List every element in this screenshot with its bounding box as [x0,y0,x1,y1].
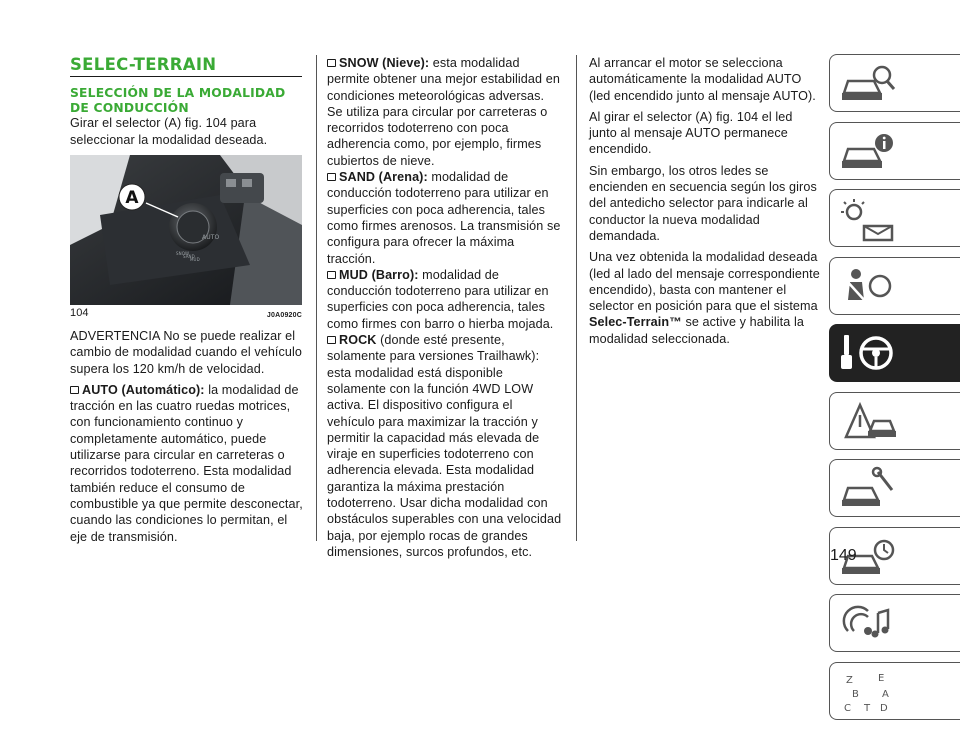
bullet-icon [327,173,336,181]
subsection-title: SELECCIÓN DE LA MODALIDAD DE CONDUCCIÓN [70,86,286,115]
bullet-icon [70,386,79,394]
tab-maintenance[interactable] [829,459,960,517]
mud-paragraph [327,267,563,332]
title-rule [70,76,302,77]
column-2 [327,55,563,560]
figure-104-photo [70,155,302,305]
mud-label: MUD (Barro): [339,267,419,282]
tab-index[interactable] [829,662,960,720]
index-letter-t: T [864,702,871,714]
mud-text: modalidad de conducción todoterreno para utilizar en superficies con poca adherencia, tales como firmes con barro o hierba mojada. [327,267,554,331]
snow-text: esta modalidad permite obtener una mejor estabilidad en condiciones meteorológicas adversas. Se utiliza para circular por carreteras o recorridos todoterreno con poca adherencia como, por ejemplo, firmes cubiertos de nieve. [327,56,560,168]
snow-label: SNOW (Nieve): [339,56,430,70]
bullet-icon [327,336,336,344]
callout-a: A [125,187,139,208]
figure-caption [70,306,302,323]
warning-paragraph: ADVERTENCIA No se puede realizar el cambio de modalidad cuando el vehículo supera los 120 km/h de velocidad. [70,328,303,376]
steering-wheel-key-icon [838,331,898,377]
paragraph-auto-start: Al arrancar el motor se selecciona automáticamente la modalidad AUTO (led encendido junto al mensaje AUTO). [589,56,816,103]
sand-text: modalidad de conducción todoterreno para utilizar en superficies con poca adherencia, tales como firmes arenosos. La transmisión se configura para ofrecer la máxima tracción. [327,170,561,266]
index-letter-b: B [852,688,859,700]
section-title: SELEC-TERRAIN [70,55,217,74]
car-magnifier-icon [838,61,898,107]
tab-car-overview[interactable] [829,54,960,112]
tab-emergency[interactable] [829,392,960,450]
seatbelt-airbag-icon [838,264,898,310]
paragraph-leds-sequence: Sin embargo, los otros ledes se encienden en secuencia según los giros del antedicho selector para indicarle al conductor la nueva modalidad demandada. [589,163,817,243]
column-3 [589,55,821,347]
tab-warning-lights[interactable] [829,189,960,247]
chapter-tabs [829,54,960,729]
switch-label-auto: AUTO [202,233,220,241]
activation-text: Una vez obtenida la modalidad deseada (led al lado del mensaje correspondiente encendido), basta con mantener el selector en posición para que el sistema [589,250,820,314]
bullet-icon [327,59,336,67]
auto-paragraph [70,382,306,545]
selec-terrain-label: Selec-Terrain™ [589,315,682,330]
warning-lights-icon [838,196,898,242]
rock-label: ROCK [339,333,377,348]
switch-label-snow: SNOW [176,250,190,256]
figure-code: J0A0920C [266,311,302,319]
page-number: 149 [830,547,857,564]
paragraph-selector-turn: Al girar el selector (A) fig. 104 el led junto al mensaje AUTO permanece encendido. [589,109,793,157]
tab-multimedia[interactable] [829,594,960,652]
activation-text-end: se active y habilita la modalidad seleccionada. [589,315,804,346]
column-1 [70,56,306,545]
sand-label: SAND (Arena): [339,170,428,185]
sand-paragraph [327,169,563,267]
paragraph-mode-activation [589,249,821,347]
car-info-icon [838,129,898,175]
car-warning-road-icon [838,399,898,445]
column-divider-2 [576,55,577,541]
bullet-icon [327,271,336,279]
rock-text: (donde esté presente, solamente para versiones Trailhawk): esta modalidad está disponible solamente con la función 4WD LOW activa. El dispositivo configura el vehículo para maximizar la tracción y permitir la capacidad más elevada de viraje en superficies todoterreno con adherencia elevada. Esta modalidad garantiza la máxima prestación todoterreno. Usar dicha modalidad con obstáculos superables con una velocidad baja, por ejemplo rocas de grandes dimensiones, surcos profundos, etc. [327,333,562,559]
multimedia-icon [838,601,898,647]
switch-label-sand: SAND [183,253,195,259]
maintenance-tools-icon [838,466,898,512]
switch-label-mud: MUD [190,256,200,262]
index-letter-a: A [882,688,889,700]
index-letter-z: Z [846,674,853,686]
alphabet-index-icon [838,669,898,715]
selector-knob-image [70,155,302,305]
rock-paragraph [327,332,563,560]
snow-paragraph [327,55,563,169]
auto-label: AUTO (Automático): [82,382,205,397]
column-divider-1 [316,55,317,541]
index-letter-c: C [844,702,851,714]
tab-car-info[interactable] [829,122,960,180]
index-letter-e: E [878,672,885,684]
index-letter-d: D [880,702,888,714]
figure-number: 104 [70,306,89,319]
auto-text: la modalidad de tracción en las cuatro ruedas motrices, con funcionamiento continuo y completamente automático, puede utilizarse para circular en carreteras o recorridos todoterreno. Esta modalidad también reduce el consumo de combustible ya que permite desconectar, cuando las condiciones lo permitan, el eje de transmisión. [70,382,303,544]
tab-safety[interactable] [829,257,960,315]
intro-paragraph: Girar el selector (A) fig. 104 para seleccionar la modalidad deseada. [70,116,268,147]
tab-starting-driving[interactable] [829,324,960,382]
